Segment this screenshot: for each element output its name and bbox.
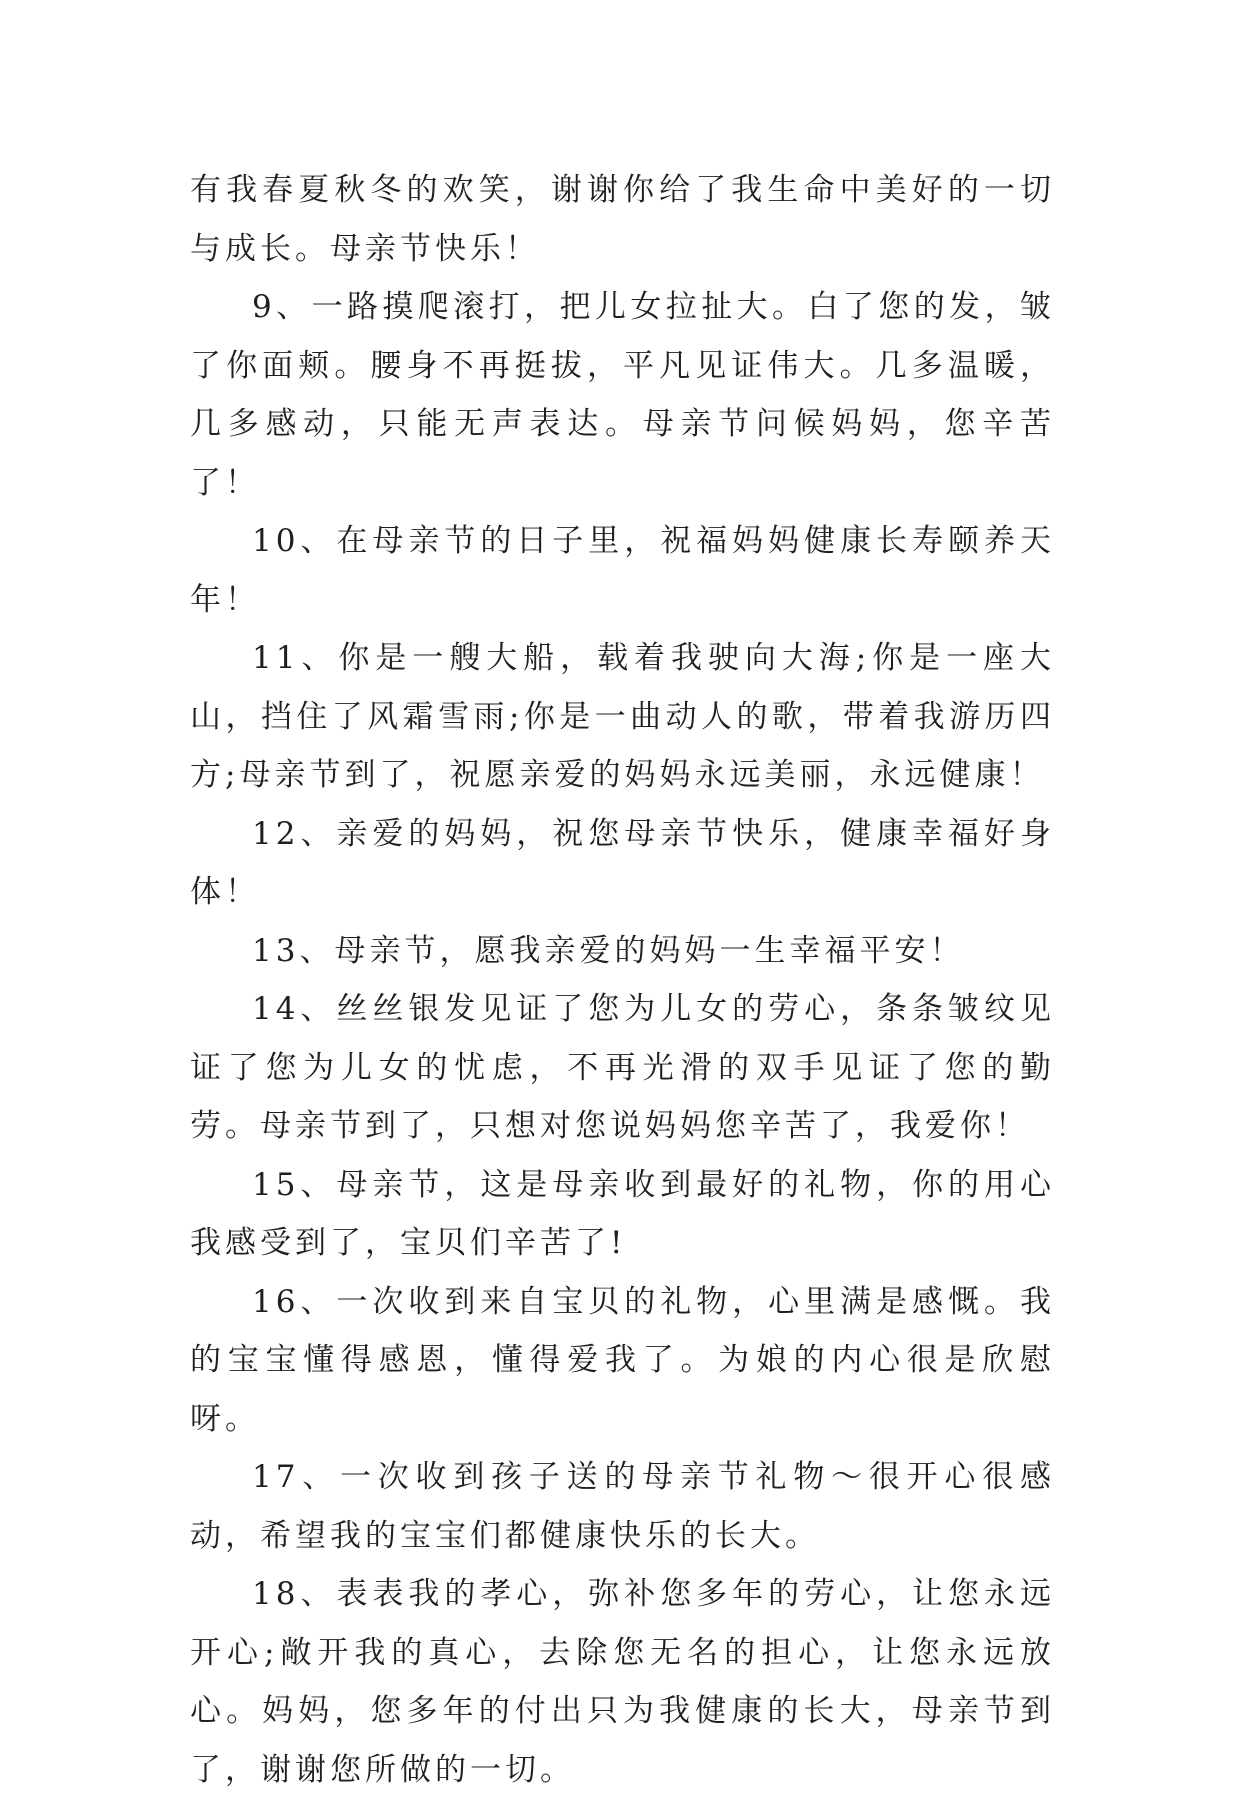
paragraph-item-17: 17、一次收到孩子送的母亲节礼物～很开心很感动，希望我的宝宝们都健康快乐的长大。 [190,1459,1055,1554]
paragraph-item-14: 14、丝丝银发见证了您为儿女的劳心，条条皱纹见证了您为儿女的忧虑，不再光滑的双手见证了您的勤劳。母亲节到了，只想对您说妈妈您辛苦了，我爱你！ [190,991,1055,1144]
paragraph-item-13: 13、母亲节，愿我亲爱的妈妈一生幸福平安！ [252,932,965,969]
paragraph-item-18: 18、表表我的孝心，弥补您多年的劳心，让您永远开心;敞开我的真心，去除您无名的担心，让您永远放心。妈妈，您多年的付出只为我健康的长大，母亲节到了，谢谢您所做的一切。 [190,1576,1055,1788]
paragraph-item-11: 11、你是一艘大船，载着我驶向大海;你是一座大山，挡住了风霜雪雨;你是一曲动人的歌，带着我游历四方;母亲节到了，祝愿亲爱的妈妈永远美丽，永远健康！ [190,640,1055,793]
document-body [190,161,1055,1799]
paragraph-continuation: 有我春夏秋冬的欢笑，谢谢你给了我生命中美好的一切与成长。母亲节快乐！ [190,172,1055,267]
paragraph-item-16: 16、一次收到来自宝贝的礼物，心里满是感慨。我的宝宝懂得感恩，懂得爱我了。为娘的内心很是欣慰呀。 [190,1283,1055,1437]
paragraph-item-9: 9、一路摸爬滚打，把儿女拉扯大。白了您的发，皱了你面颊。腰身不再挺拔，平凡见证伟大。几多温暖，几多感动，只能无声表达。母亲节问候妈妈，您辛苦了！ [190,289,1055,501]
paragraph-item-10: 10、在母亲节的日子里，祝福妈妈健康长寿颐养天年！ [190,523,1055,618]
paragraph-item-12: 12、亲爱的妈妈，祝您母亲节快乐，健康幸福好身体！ [190,815,1055,910]
paragraph-item-15: 15、母亲节，这是母亲收到最好的礼物，你的用心我感受到了，宝贝们辛苦了! [190,1166,1055,1261]
